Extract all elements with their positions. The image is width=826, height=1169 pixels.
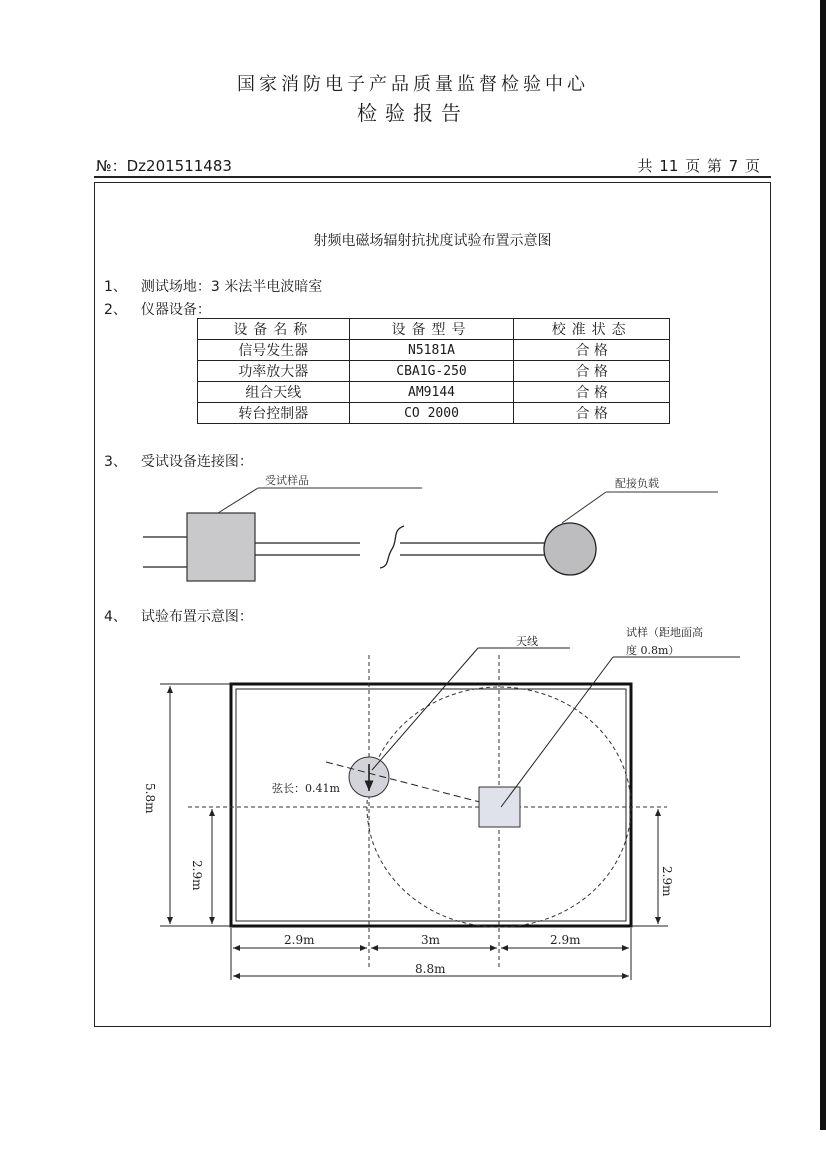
table-cell: 合 格 — [514, 340, 670, 361]
load-circle — [544, 523, 596, 575]
dim-width-mid-label: 3m — [421, 933, 441, 947]
table-cell: 功率放大器 — [198, 361, 350, 382]
column-header: 设备型号 — [349, 319, 514, 340]
table-cell: CO 2000 — [349, 403, 514, 424]
doc-no-label: №： — [96, 157, 127, 175]
organization-name: 国家消防电子产品质量监督检验中心 — [237, 74, 589, 95]
item-text: 测试场地：3 米法半电波暗室 — [140, 279, 323, 295]
cable-break-symbol — [380, 526, 404, 568]
item-number: 4、 — [104, 609, 127, 625]
item-text: 仪器设备： — [140, 302, 211, 318]
table-cell: 信号发生器 — [198, 340, 350, 361]
column-header: 设备名称 — [198, 319, 350, 340]
item-number: 3、 — [104, 454, 127, 470]
sample-label-line1: 试样（距地面高 — [626, 626, 703, 639]
sample-label-line2: 度 0.8m） — [626, 644, 680, 657]
dim-width-total-label: 8.8m — [415, 962, 446, 976]
column-header: 校准状态 — [514, 319, 670, 340]
item-number: 1、 — [104, 279, 127, 295]
antenna-label: 天线 — [516, 635, 538, 648]
load-label: 配接负载 — [615, 477, 659, 490]
table-cell: 转台控制器 — [198, 403, 350, 424]
sample-leader-line — [501, 657, 613, 807]
sample-box — [479, 787, 520, 827]
dim-width-left-label: 2.9m — [284, 933, 315, 947]
table-cell: 合 格 — [514, 382, 670, 403]
table-cell: 组合天线 — [198, 382, 350, 403]
dim-height-total-label: 5.8m — [143, 783, 157, 814]
report-title: 检验报告 — [357, 101, 469, 125]
table-cell: CBA1G-250 — [349, 361, 514, 382]
chamber-outer-wall — [231, 684, 631, 926]
chord-label: 弦长：0.41m — [272, 782, 340, 795]
item-number: 2、 — [104, 302, 127, 318]
doc-no-value: Dz201511483 — [126, 157, 232, 175]
table-cell: 合 格 — [514, 361, 670, 382]
dim-height-half-left-label: 2.9m — [190, 860, 204, 891]
antenna-leader-line — [372, 648, 478, 770]
page-info: 共 11 页 第 7 页 — [637, 157, 760, 175]
table-cell: N5181A — [349, 340, 514, 361]
eut-box — [187, 513, 255, 581]
item-text: 试验布置示意图： — [140, 609, 253, 625]
table-cell: 合 格 — [514, 403, 670, 424]
eut-leader-line — [218, 488, 258, 513]
item-text: 受试设备连接图： — [140, 454, 253, 470]
load-leader-line — [562, 492, 606, 523]
layout-diagram — [0, 600, 826, 1020]
section-title: 射频电磁场辐射抗扰度试验布置示意图 — [313, 233, 552, 249]
eut-label: 受试样品 — [265, 474, 309, 487]
chamber-inner-wall — [236, 689, 626, 921]
dim-width-right-label: 2.9m — [550, 933, 581, 947]
dim-height-half-right-label: 2.9m — [660, 866, 674, 897]
scan-edge — [820, 0, 826, 1130]
table-cell: AM9144 — [349, 382, 514, 403]
